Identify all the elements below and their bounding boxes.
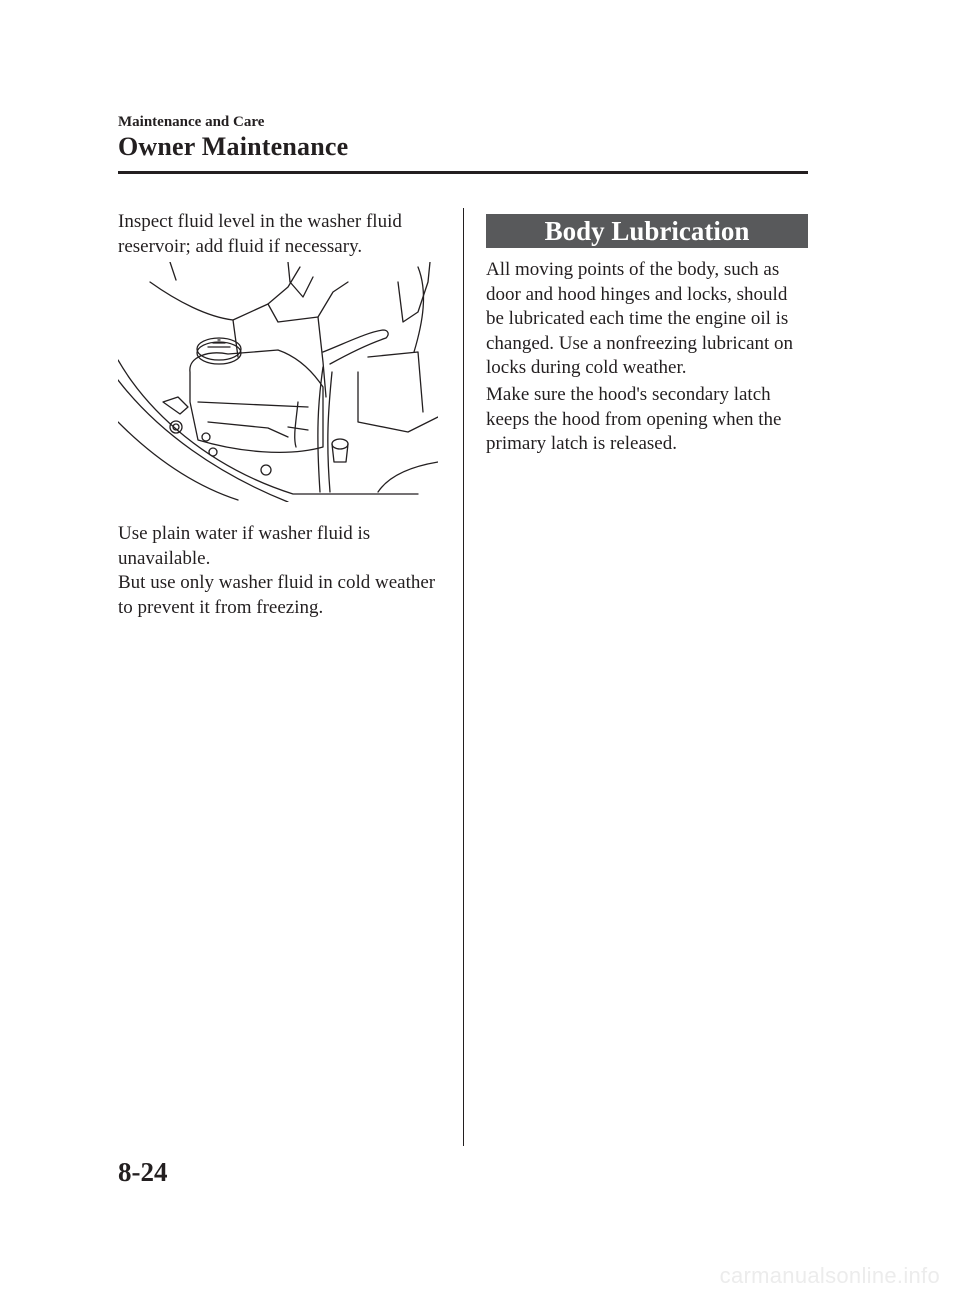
text-line: to prevent it from freezing. [118,596,324,618]
text-line: All moving points of the body, such as [486,259,780,280]
text-line: door and hood hinges and locks, should [486,283,788,305]
text-line: be lubricated each time the engine oil is [486,308,789,329]
hood-latch-paragraph [486,383,808,457]
text-line: reservoir; add fluid if necessary. [118,235,363,257]
text-line: keeps the hood from opening when the [486,408,782,430]
text-line: Use plain water if washer fluid is [118,523,371,544]
lubrication-paragraph [486,258,808,381]
column-divider [463,208,464,1146]
washer-reservoir-illustration [118,262,438,502]
text-line: changed. Use a nonfreezing lubricant on [486,332,794,354]
page-title: Owner Maintenance [118,132,349,161]
washer-note-paragraph [118,522,448,620]
watermark: carmanualsonline.info [719,1263,940,1288]
text-line: But use only washer fluid in cold weather [118,572,436,593]
section-banner-body-lubrication: Body Lubrication [486,214,808,248]
text-line: Make sure the hood's secondary latch [486,384,771,405]
washer-intro-paragraph [118,210,448,259]
text-line: primary latch is released. [486,433,677,454]
title-rule [118,171,808,174]
page-number: 8-24 [118,1157,168,1187]
text-line: locks during cold weather. [486,357,687,378]
section-label: Maintenance and Care [118,114,265,130]
text-line: unavailable. [118,547,211,569]
text-line: Inspect fluid level in the washer fluid [118,211,402,232]
